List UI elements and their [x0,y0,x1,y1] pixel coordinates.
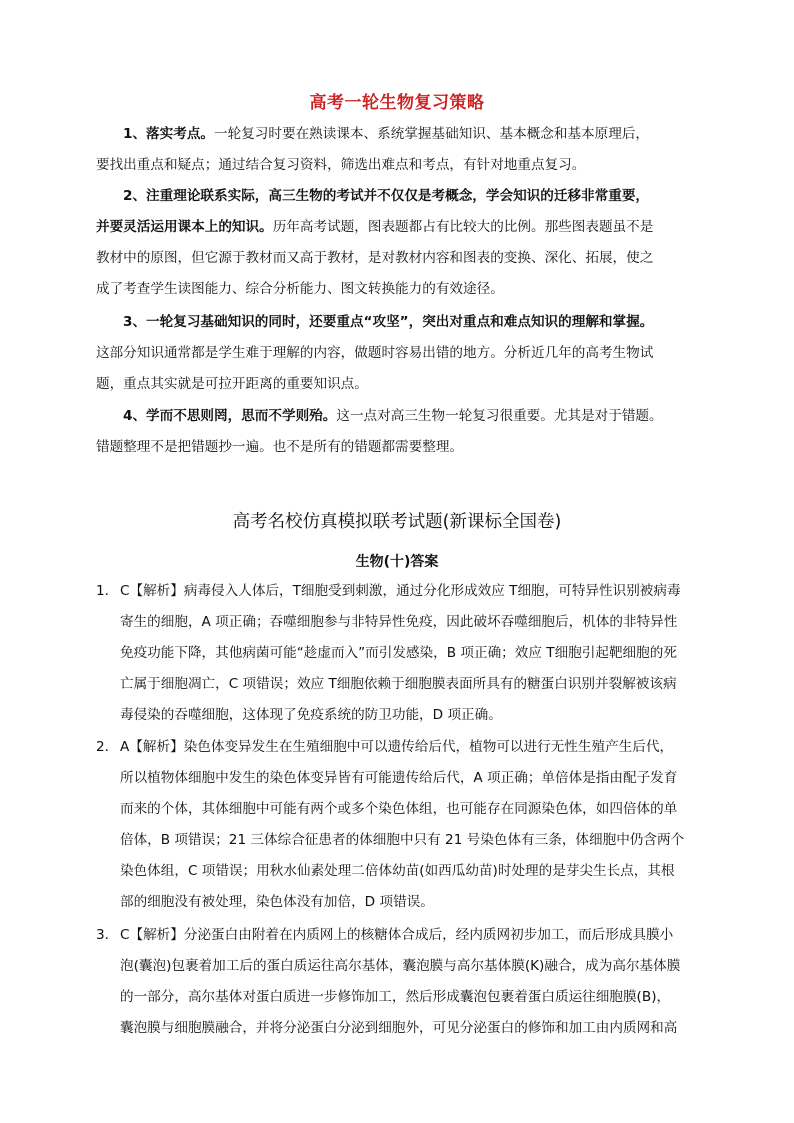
answer-line: 囊泡膜与细胞膜融合，并将分泌蛋白分泌到细胞外，可见分泌蛋白的修饰和加工由内质网和高 [120,1020,678,1036]
point-2-heading-cont: 并要灵活运用课本上的知识。 [96,219,273,235]
point-3-text-line3: 题，重点其实就是可拉开距离的重要知识点。 [96,376,368,392]
answer-line: 毒侵染的吞噬细胞，这体现了免疫系统的防卫功能，D 项正确。 [120,707,502,723]
point-1-heading: 1、落实考点。 [123,126,215,142]
answer-line: 的一部分，高尔基体对蛋白质进一步修饰加工，然后形成囊泡包裹着蛋白质运往细胞膜(B)， [120,989,671,1005]
answer-line: 亡属于细胞凋亡，C 项错误；效应 T细胞依赖于细胞膜表面所具有的糖蛋白识别并裂解被该病 [120,676,677,692]
answer-line: 免疫功能下降，其他病菌可能“趁虚而入”而引发感染，B 项正确；效应 T细胞引起靶细胞的死 [120,645,677,661]
exam-title: 高考名校仿真模拟联考试题(新课标全国卷) [232,512,562,532]
strategy-paragraph-4 [96,401,700,463]
point-2-heading: 2、注重理论联系实际，高三生物的考试并不仅仅是考概念，学会知识的迁移非常重要， [123,188,650,204]
answer-line: 染色体组，C 项错误；用秋水仙素处理二倍体幼苗(如西瓜幼苗)时处理的是芽尖生长点，其根 [120,863,675,879]
answer-line: 寄生的细胞，A 项正确；吞噬细胞参与非特异性免疫，因此破坏吞噬细胞后，机体的非特异性 [120,614,678,630]
answer-line: 部的细胞没有被处理，染色体没有加倍，D 项错误。 [120,894,434,910]
strategy-paragraph-3 [96,307,700,400]
answer-number: 1． [96,583,119,599]
point-2-text: 历年高考试题，图表题都占有比较大的比例。那些图表题虽不是 [272,219,654,235]
answer-line: C【解析】病毒侵入人体后，T细胞受到刺激，通过分化形成效应 T细胞，可特异性识别被病毒 [120,583,681,599]
point-4-text-line2: 错题整理不是把错题抄一遍。也不是所有的错题都需要整理。 [96,439,464,455]
answer-item-1 [96,576,700,731]
point-4-heading: 4、学而不思则罔，思而不学则殆。 [123,408,337,424]
answer-line: 而来的个体，其体细胞中可能有两个或多个染色体组，也可能存在同源染色体，如四倍体的单 [120,801,678,817]
strategy-paragraph-2 [96,181,700,305]
point-4-text: 这一点对高三生物一轮复习很重要。尤其是对于错题。 [336,408,663,424]
answer-number: 2． [96,739,119,755]
strategy-paragraph-1 [96,119,700,181]
point-2-text-line3: 教材中的原图，但它源于教材而又高于教材，是对教材内容和图表的变换、深化、拓展，使之 [96,250,654,266]
answer-item-2 [96,732,700,918]
answer-line: A【解析】染色体变异发生在生殖细胞中可以遗传给后代，植物可以进行无性生殖产生后代， [120,739,674,755]
answer-line: 所以植物体细胞中发生的染色体变异皆有可能遗传给后代，A 项正确；单倍体是指由配子发育 [120,770,678,786]
answer-line: 泡(囊泡)包裹着加工后的蛋白质运往高尔基体，囊泡膜与高尔基体膜(K)融合，成为高尔基体膜 [120,958,681,974]
exam-subtitle: 生物(十)答案 [355,554,439,570]
point-3-text-line2: 这部分知识通常都是学生难于理解的内容，做题时容易出错的地方。分析近几年的高考生物试 [96,345,654,361]
point-2-text-line4: 成了考查学生读图能力、综合分析能力、图文转换能力的有效途径。 [96,281,504,297]
strategy-title: 高考一轮生物复习策略 [309,93,485,113]
point-1-text-line2: 要找出重点和疑点；通过结合复习资料，筛选出难点和考点，有针对地重点复习。 [96,157,586,173]
point-3-heading: 3、一轮复习基础知识的同时，还要重点“攻坚”，突出对重点和难点知识的理解和掌握。 [123,314,654,330]
answer-line: C【解析】分泌蛋白由附着在内质网上的核糖体合成后，经内质网初步加工，而后形成具膜小 [120,927,674,943]
point-1-text: 一轮复习时要在熟读课本、系统掌握基础知识、基本概念和基本原理后， [214,126,650,142]
answer-line: 倍体，B 项错误；21 三体综合征患者的体细胞中只有 21 号染色体有三条，体细胞中仍含两个 [120,832,685,848]
answer-number: 3． [96,927,119,943]
answer-item-3 [96,920,700,1044]
